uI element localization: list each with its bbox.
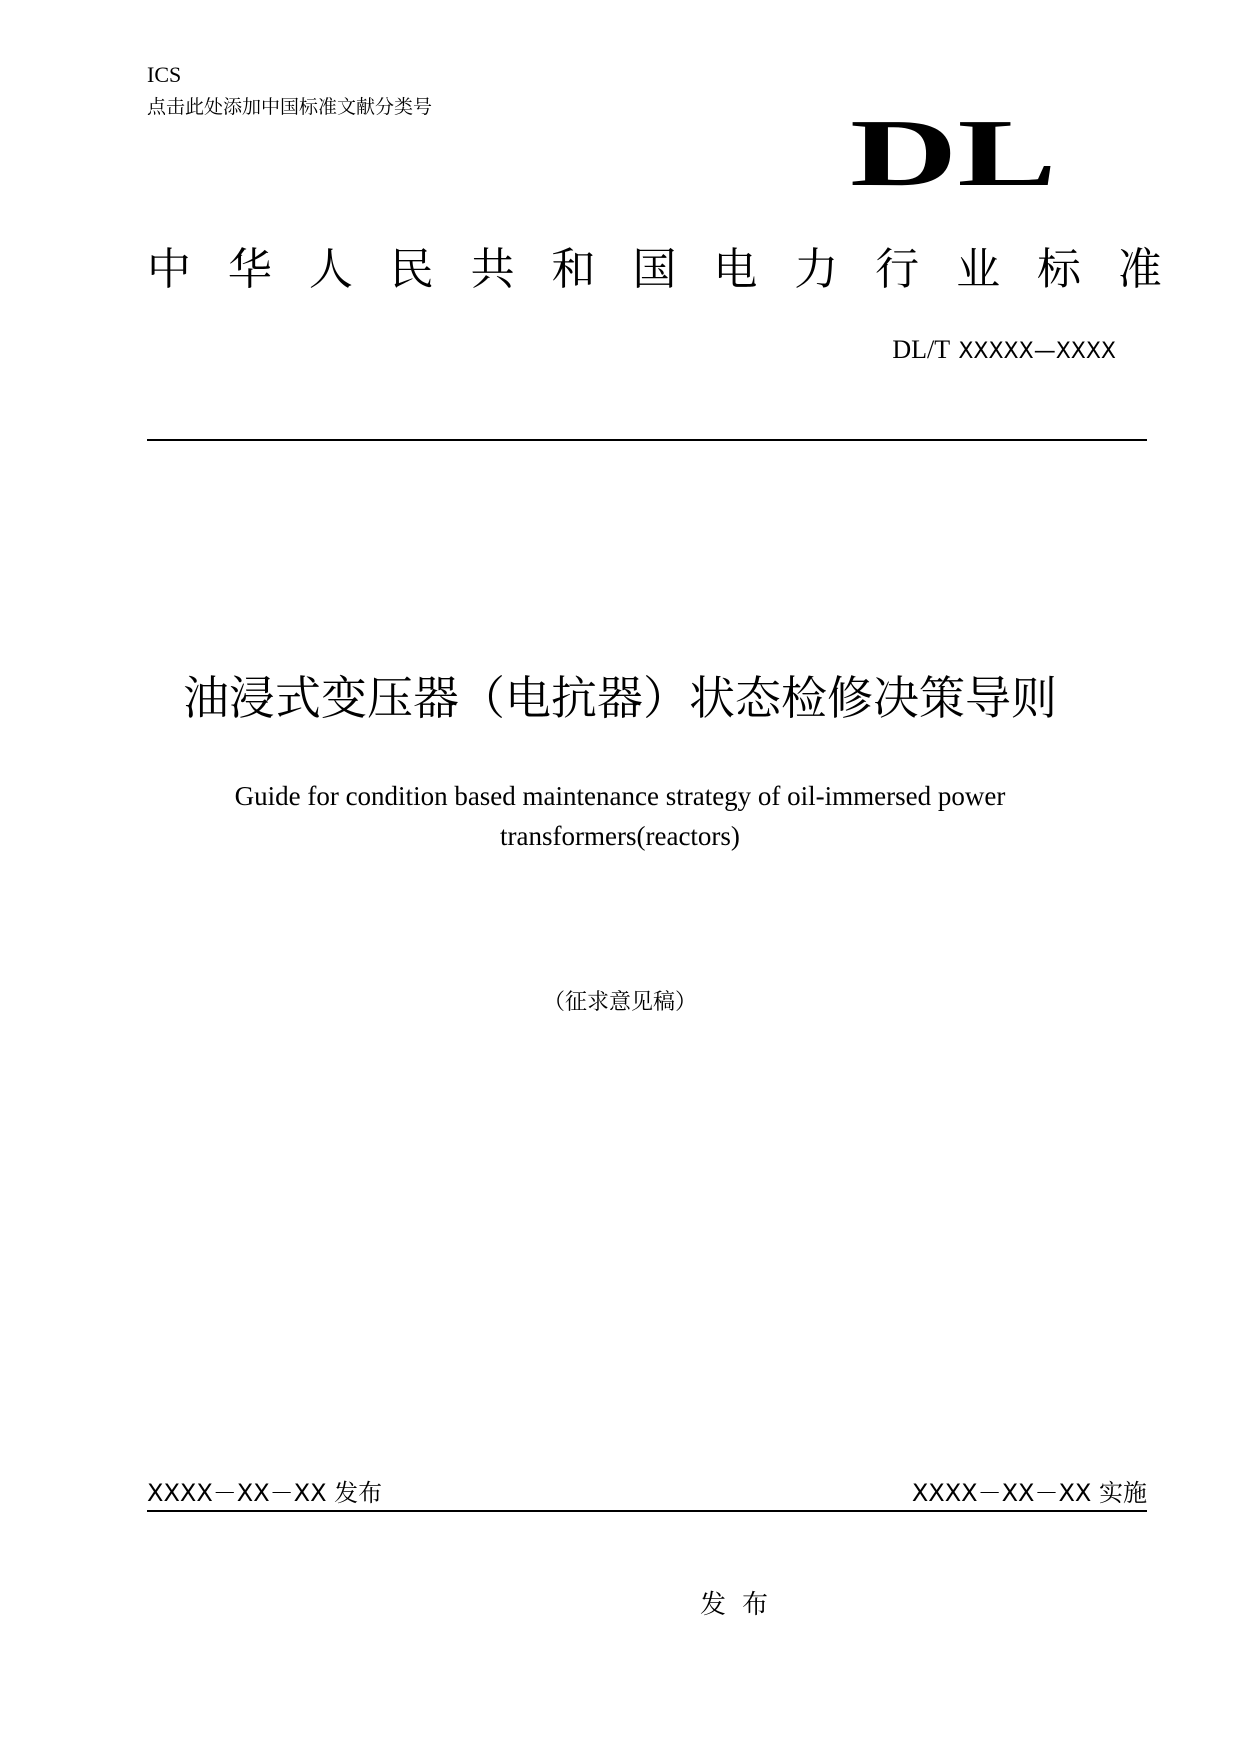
title-english-line: transformers(reactors) <box>500 821 740 851</box>
standard-number <box>892 334 1116 368</box>
implementation-date: XXXX－XX－XX 实施 <box>911 1479 1147 1507</box>
industry-char: 民 <box>389 244 434 295</box>
industry-char: 共 <box>470 244 515 295</box>
industry-standard-heading <box>147 242 1162 298</box>
industry-char: 力 <box>794 244 839 295</box>
industry-char: 准 <box>1117 244 1162 295</box>
footer-divider <box>147 1510 1147 1512</box>
document-title-english <box>150 776 1090 856</box>
industry-char: 业 <box>956 244 1001 295</box>
industry-char: 行 <box>875 244 920 295</box>
dl-logo: DL <box>850 99 1057 206</box>
industry-char: 人 <box>308 244 353 295</box>
header-divider <box>147 439 1147 441</box>
industry-char: 电 <box>713 244 758 295</box>
release-date: XXXX－XX－XX 发布 <box>147 1479 383 1507</box>
industry-char: 和 <box>551 244 596 295</box>
standard-number-value: XXXXX—XXXX <box>958 339 1116 364</box>
classification-placeholder[interactable]: 点击此处添加中国标准文献分类号 <box>147 96 433 118</box>
ics-label: ICS <box>147 62 182 87</box>
document-title-chinese: 油浸式变压器（电抗器）状态检修决策导则 <box>183 671 1057 725</box>
draft-status: （征求意见稿） <box>542 990 697 1015</box>
industry-char: 国 <box>632 244 677 295</box>
publisher-label: 发布 <box>700 1590 785 1620</box>
standard-number-prefix: DL/T <box>892 335 951 364</box>
title-english-line: Guide for condition based maintenance strategy of oil-immersed power <box>234 781 1006 811</box>
industry-char: 中 <box>147 244 191 295</box>
industry-char: 华 <box>227 244 272 295</box>
industry-char: 标 <box>1036 244 1081 295</box>
